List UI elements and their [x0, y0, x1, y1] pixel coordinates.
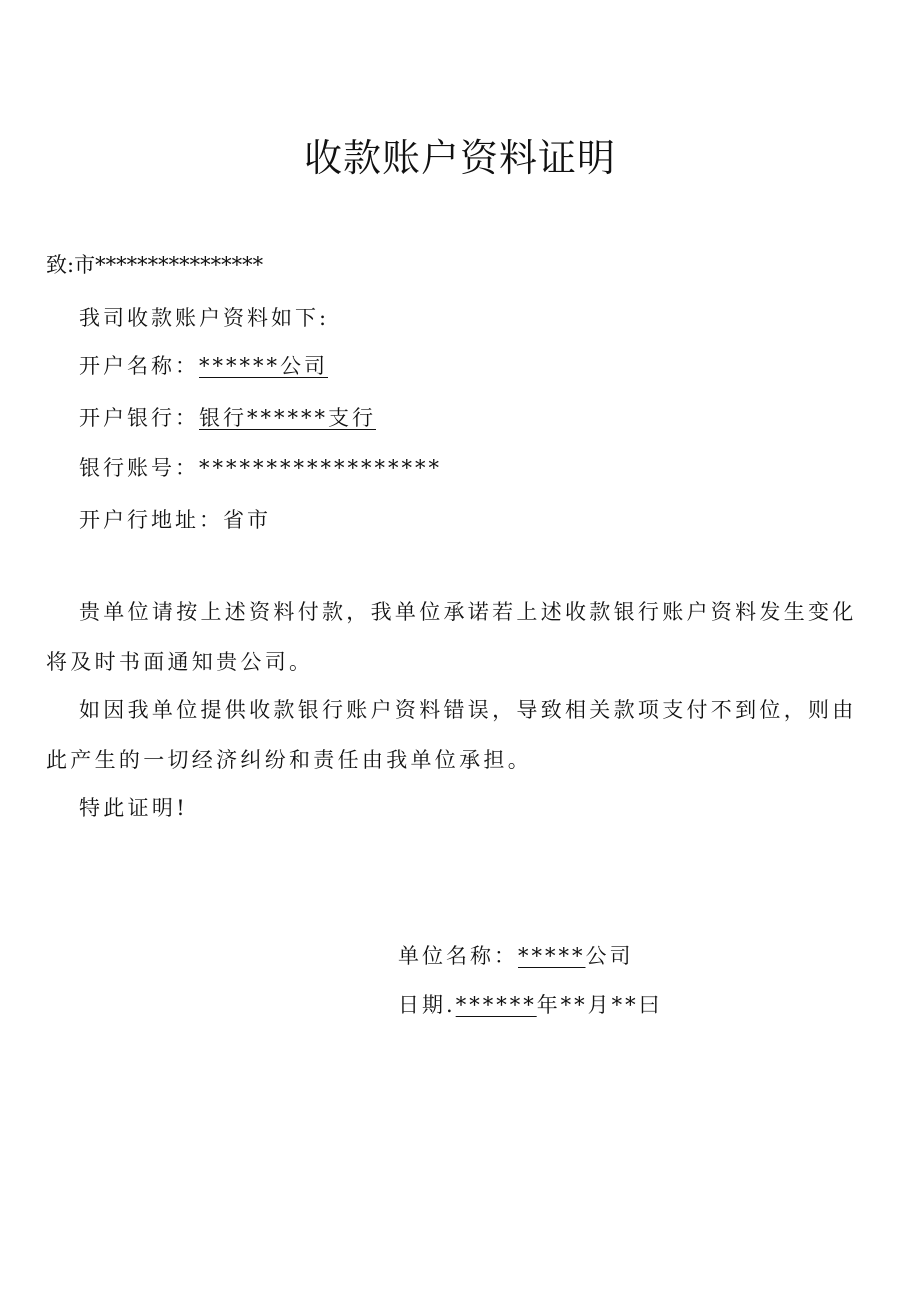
field-label: 开户行地址： [79, 508, 223, 532]
signature-company-suffix: 公司 [585, 944, 634, 968]
closing-statement: 特此证明! [79, 796, 188, 820]
field-account-number [79, 453, 442, 483]
signature-company-value: ***** [518, 944, 586, 968]
signature-date [398, 990, 663, 1020]
signature-date-value: ****** [455, 993, 537, 1017]
field-bank-address [79, 505, 271, 535]
field-label: 开户银行： [79, 406, 199, 430]
field-value: ******公司 [199, 354, 328, 378]
field-value: 省市 [223, 508, 271, 532]
signature-date-suffix: 年**月**曰 [536, 993, 663, 1017]
field-bank [79, 403, 376, 433]
signature-company-label: 单位名称： [398, 944, 518, 968]
signature-date-label: 日期. [398, 993, 456, 1017]
body-paragraph: 如因我单位提供收款银行账户资料错误，导致相关款项支付不到位，则由此产生的一切经济纠纷和责任由我单位承担。 [46, 698, 857, 772]
signature-company [398, 941, 634, 971]
field-value: 银行******支行 [199, 406, 376, 430]
document-title: 收款账户资料证明 [303, 136, 616, 180]
field-label: 开户名称： [79, 354, 199, 378]
recipient-line: 致:市**************** [46, 253, 264, 277]
body-paragraph: 贵单位请按上述资料付款，我单位承诺若上述收款银行账户资料发生变化将及时书面通知贵公司。 [46, 600, 857, 674]
field-value: ****************** [199, 456, 442, 480]
field-label: 银行账号： [79, 456, 199, 480]
intro-line: 我司收款账户资料如下: [79, 306, 330, 330]
field-account-name [79, 351, 328, 381]
